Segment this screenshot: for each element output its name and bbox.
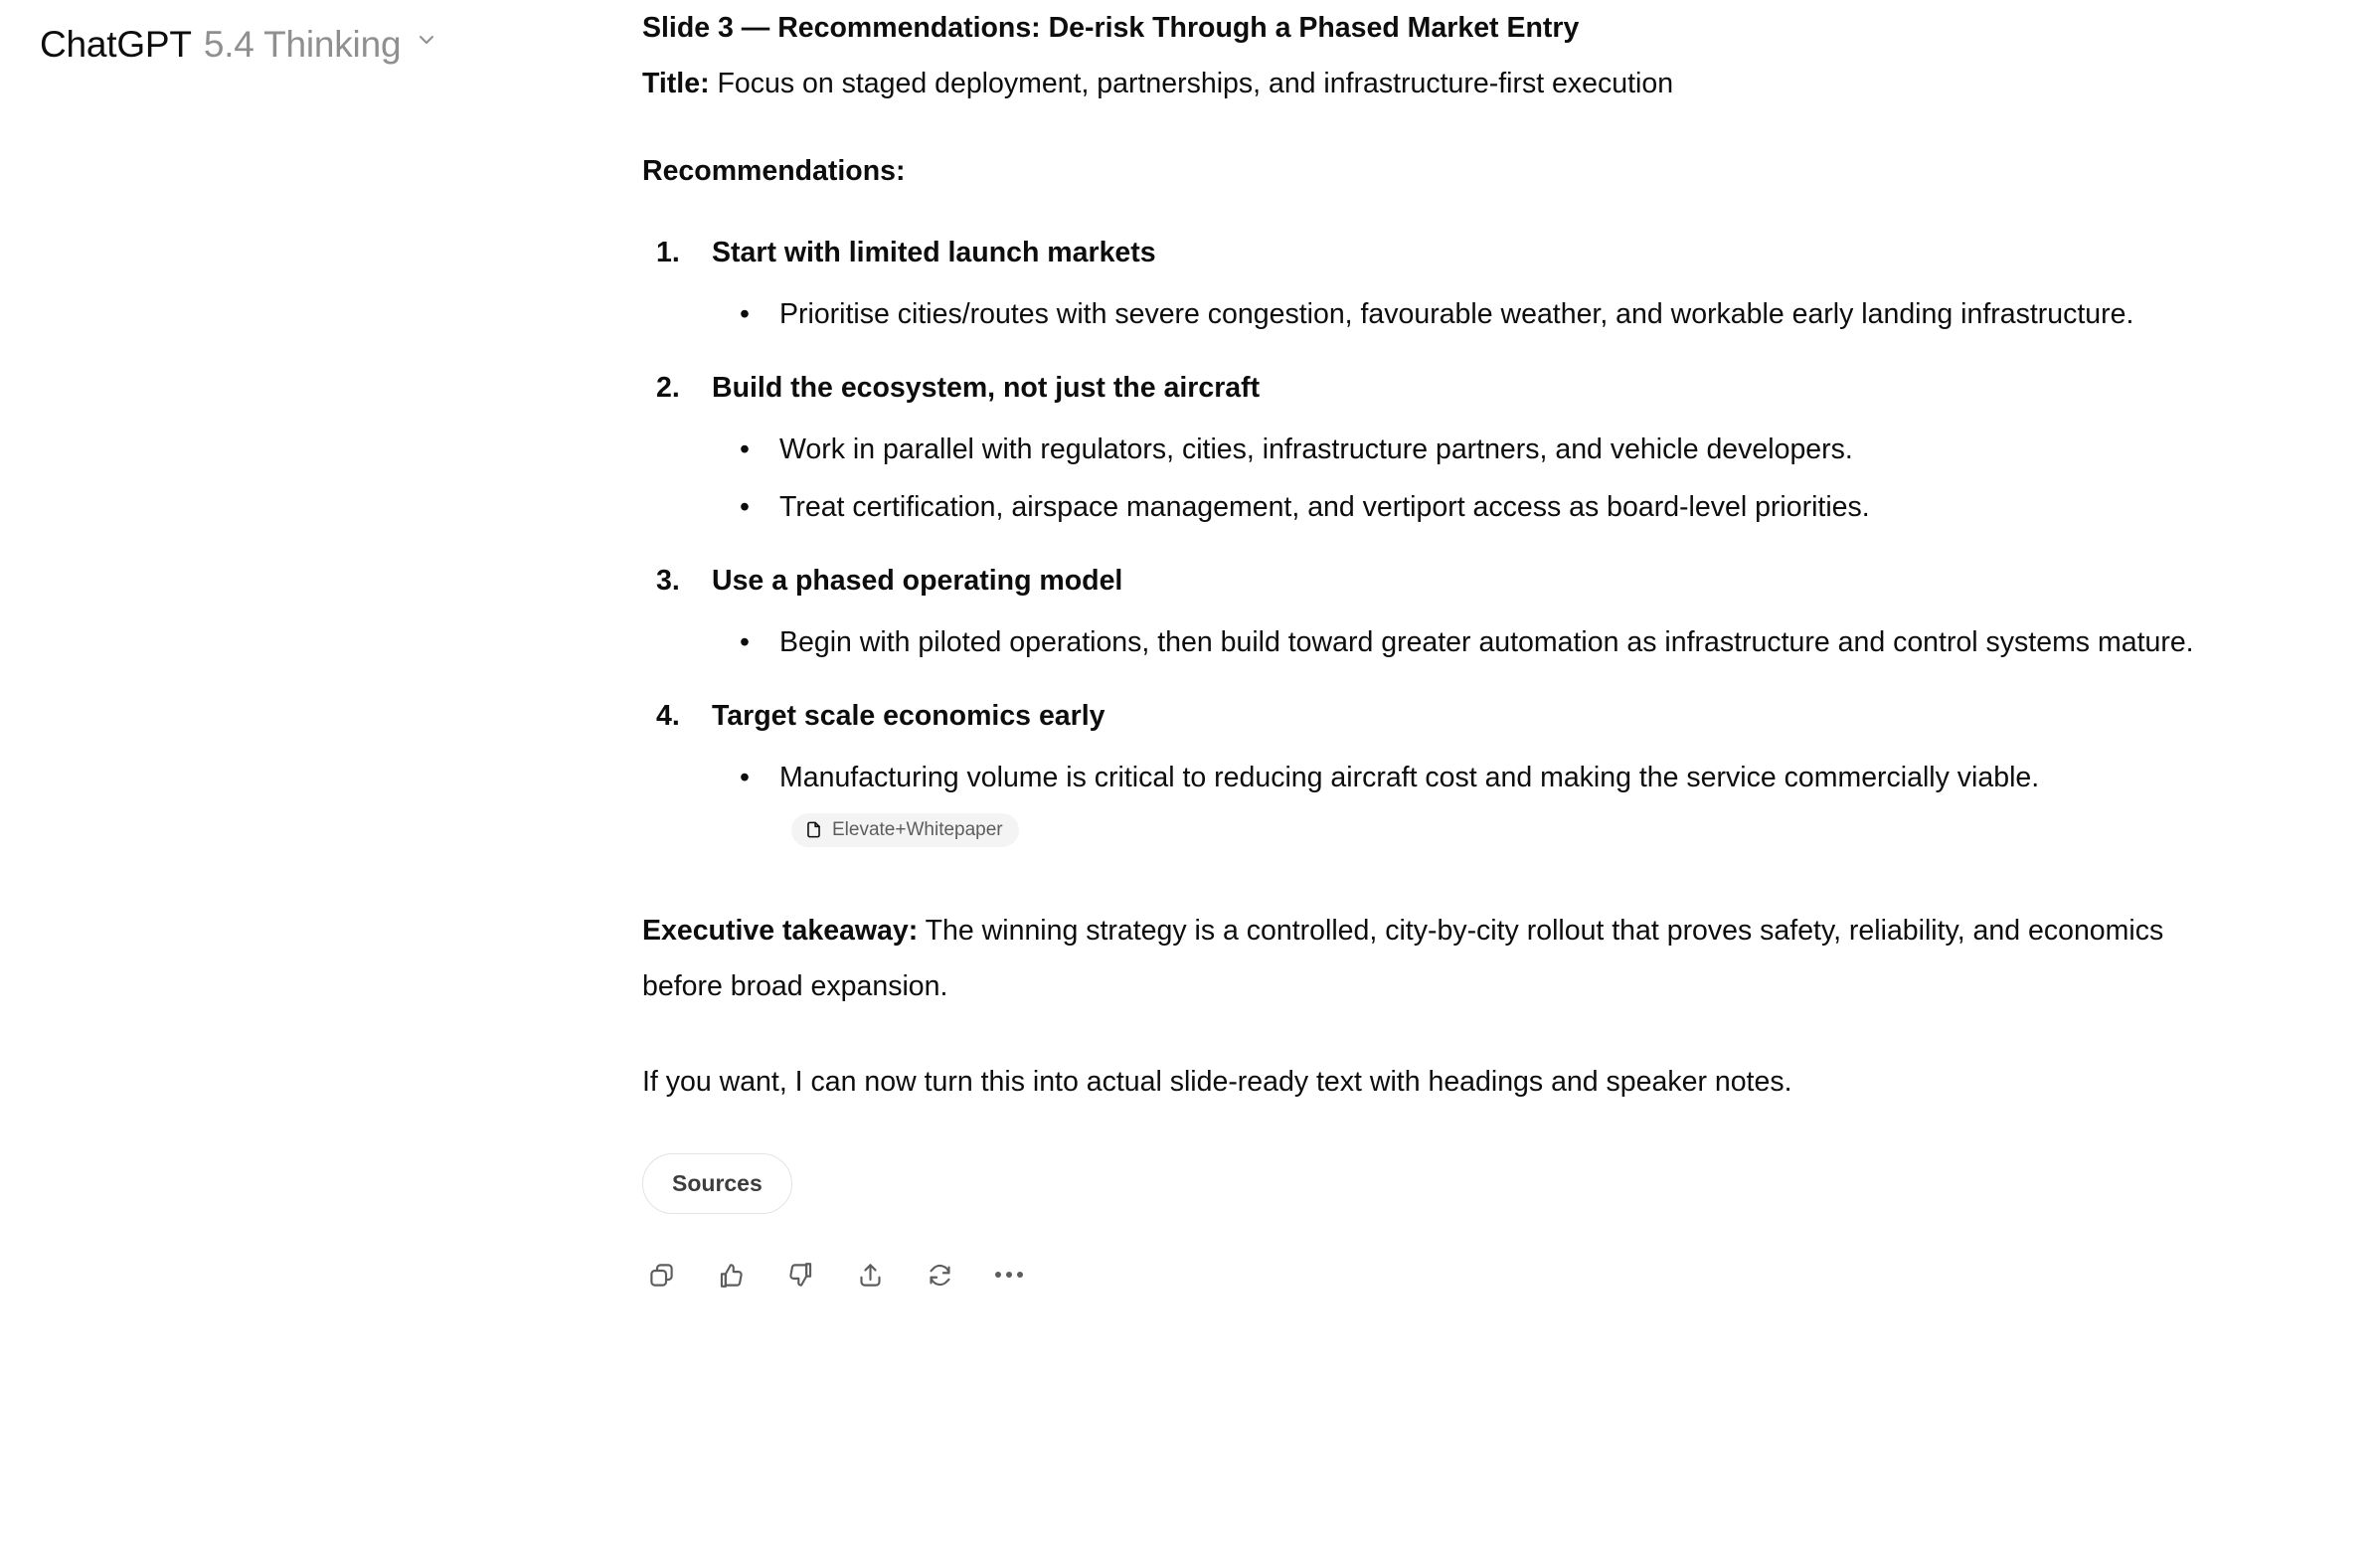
followup-text: If you want, I can now turn this into actual slide-ready text with headings and speaker notes. xyxy=(642,1066,1792,1098)
title-label: Title: xyxy=(642,68,710,99)
recommendation-bullets xyxy=(712,422,2213,535)
recommendation-bullets xyxy=(712,286,2213,342)
share-icon xyxy=(857,1262,884,1289)
bullet-item xyxy=(712,750,2213,861)
recommendation-item xyxy=(642,360,2213,535)
bullet-item: • Work in parallel with regulators, cities, infrastructure partners, and vehicle developers. xyxy=(712,422,2213,477)
regenerate-icon xyxy=(927,1262,953,1289)
title-text: Focus on staged deployment, partnerships, and infrastructure-first execution xyxy=(709,68,1674,99)
bullet-item: • Begin with piloted operations, then build toward greater automation as infrastructure and control systems mature. xyxy=(712,614,2213,670)
recommendations-list xyxy=(642,225,2213,861)
recommendation-item xyxy=(642,688,2213,861)
thumbs-up-icon xyxy=(718,1262,745,1289)
share-button[interactable] xyxy=(845,1250,895,1299)
model-version-label: 5.4 Thinking xyxy=(203,24,402,65)
bullet-text: Manufacturing volume is critical to reducing aircraft cost and making the service commercially viable. xyxy=(779,762,2040,793)
recommendation-item xyxy=(642,225,2213,342)
slide-title-line xyxy=(642,56,2213,111)
recommendation-heading: Start with limited launch markets xyxy=(712,237,1156,268)
citation-chip[interactable] xyxy=(791,813,1019,847)
more-options-button[interactable] xyxy=(984,1250,1034,1299)
thumbs-up-button[interactable] xyxy=(706,1250,756,1299)
more-options-icon xyxy=(995,1272,1023,1278)
recommendation-heading: Use a phased operating model xyxy=(712,565,1123,597)
recommendation-bullets xyxy=(712,750,2213,861)
copy-button[interactable] xyxy=(636,1250,686,1299)
thumbs-down-button[interactable] xyxy=(775,1250,825,1299)
app-header xyxy=(0,0,448,89)
model-switcher[interactable] xyxy=(30,18,448,72)
recommendation-heading: Build the ecosystem, not just the aircraft xyxy=(712,372,1261,404)
recommendation-item xyxy=(642,553,2213,670)
assistant-message xyxy=(642,0,2213,1299)
chevron-down-icon xyxy=(415,28,438,57)
thumbs-down-icon xyxy=(787,1262,814,1289)
message-action-bar xyxy=(636,1250,2213,1299)
sources-button[interactable]: Sources xyxy=(642,1153,792,1214)
takeaway-text: The winning strategy is a controlled, city-by-city rollout that proves safety, reliability, and economics before broad expansion. xyxy=(642,915,2164,1002)
brand-name: ChatGPT xyxy=(40,24,192,65)
recommendation-heading: Target scale economics early xyxy=(712,700,1105,732)
takeaway-label: Executive takeaway: xyxy=(642,915,919,947)
bullet-item: • Prioritise cities/routes with severe congestion, favourable weather, and workable early landing infrastructure. xyxy=(712,286,2213,342)
file-document-icon xyxy=(804,820,823,839)
recommendation-bullets xyxy=(712,614,2213,670)
recommendations-label: Recommendations: xyxy=(642,155,906,187)
citation-label: Elevate+Whitepaper xyxy=(832,818,1003,840)
bullet-item: • Treat certification, airspace management, and vertiport access as board-level priorities. xyxy=(712,479,2213,535)
copy-icon xyxy=(648,1262,675,1289)
sources-row xyxy=(642,1153,2213,1214)
slide-heading: Slide 3 — Recommendations: De-risk Through a Phased Market Entry xyxy=(642,12,1580,44)
regenerate-button[interactable] xyxy=(915,1250,964,1299)
executive-takeaway xyxy=(642,903,2213,1014)
